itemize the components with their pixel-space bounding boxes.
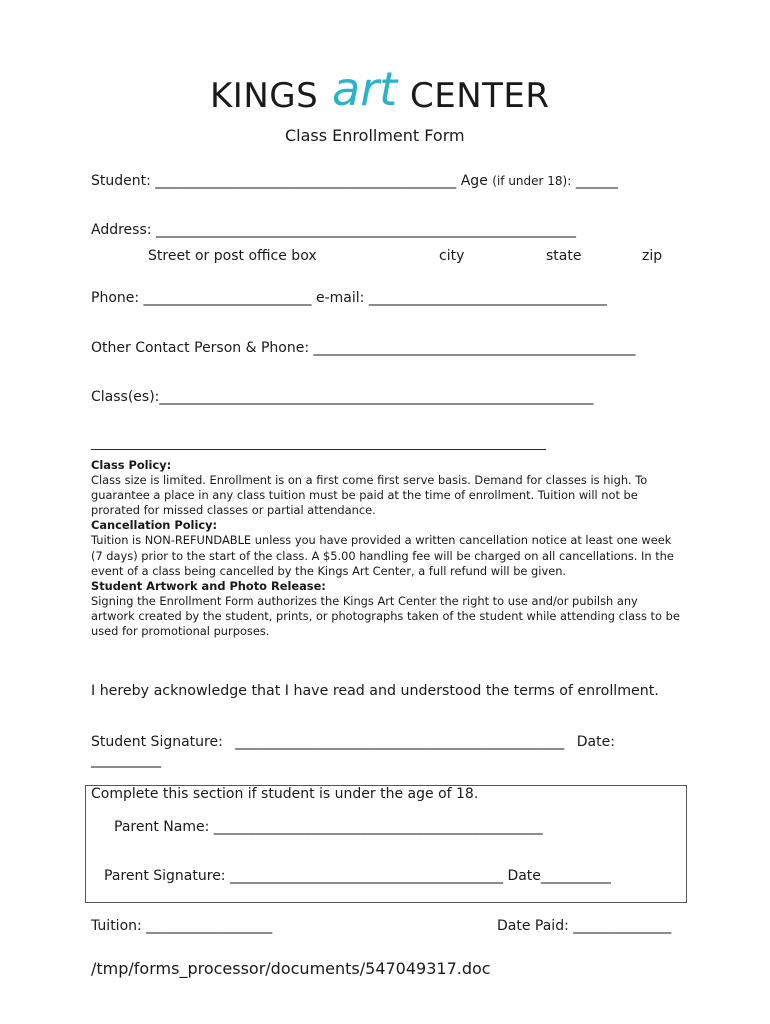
classes-field[interactable]: ______________________________________________________________: [159, 389, 594, 405]
student-signature-field[interactable]: _______________________________________________: [235, 734, 565, 750]
student-signature-label: Student Signature:: [91, 734, 223, 750]
address-sub-zip: zip: [642, 248, 663, 264]
email-field[interactable]: __________________________________: [368, 290, 607, 306]
other-contact-row: [91, 340, 636, 356]
class-policy-text: Class size is limited. Enrollment is on a first come first serve basis. Demand for classes is high. To guarantee a place in any class tuition must be paid at the time of enrollment. Tuition will not be prorated for missed classes or partial attendance.: [91, 473, 648, 518]
date-paid-label: Date Paid:: [497, 918, 569, 934]
cancellation-text-2: (7 days) prior to the start of the class. A $5.00 handling fee will be charged on all cancellations. In the event of a class being cancelled by the Kings Art Center, a full refund will be given.: [91, 548, 674, 578]
parent-signature-row: [104, 868, 611, 884]
address-sub-city: city: [439, 248, 465, 264]
parent-section-heading: Complete this section if student is under the age of 18.: [91, 786, 479, 802]
release-title: Student Artwork and Photo Release:: [91, 578, 326, 593]
other-contact-field[interactable]: ______________________________________________: [313, 340, 636, 356]
address-field[interactable]: ____________________________________________________________: [155, 222, 576, 238]
class-policy-title: Class Policy:: [91, 458, 172, 472]
address-label: Address:: [91, 222, 152, 238]
release-text: Signing the Enrollment Form authorizes the Kings Art Center the right to use and/or pubilsh any artwork created by the student, prints, or photographs taken of the student while attending class to be used for promotional purposes.: [91, 593, 680, 639]
student-date-field[interactable]: __________: [91, 752, 161, 768]
date-paid-field[interactable]: ______________: [573, 918, 672, 934]
classes-row: [91, 389, 593, 405]
logo: [210, 52, 570, 132]
parent-date-label: Date: [507, 868, 541, 884]
parent-name-row: [114, 819, 543, 835]
parent-signature-field[interactable]: _______________________________________: [229, 868, 503, 884]
parent-section-box: [85, 785, 687, 903]
address-row: [91, 222, 576, 238]
tuition-label: Tuition:: [91, 918, 142, 934]
logo-art: art: [332, 62, 398, 116]
address-sub-state: state: [546, 248, 582, 264]
age-label: Age: [460, 173, 488, 189]
address-sub-street: Street or post office box: [148, 248, 317, 264]
logo-kings: KINGS: [210, 76, 319, 116]
student-date-label: Date:: [576, 734, 615, 750]
classes-field-2[interactable]: ______________________________________________________________________: [91, 436, 546, 451]
email-label: e-mail:: [316, 290, 365, 306]
phone-field[interactable]: ________________________: [143, 290, 312, 306]
phone-row: [91, 290, 607, 306]
policy-block: [91, 458, 681, 639]
age-note: (if under 18):: [492, 174, 572, 188]
age-field[interactable]: ______: [575, 173, 618, 189]
student-row: [91, 173, 618, 189]
student-signature-row: [91, 734, 615, 750]
parent-name-label: Parent Name:: [114, 819, 210, 835]
parent-name-field[interactable]: _______________________________________________: [213, 819, 543, 835]
phone-label: Phone:: [91, 290, 140, 306]
form-title: Class Enrollment Form: [285, 126, 465, 145]
other-contact-label: Other Contact Person & Phone:: [91, 340, 310, 356]
tuition-row: [91, 918, 272, 934]
logo-center: CENTER: [410, 76, 550, 116]
date-paid-row: [497, 918, 671, 934]
parent-signature-label: Parent Signature:: [104, 868, 226, 884]
tuition-field[interactable]: __________________: [146, 918, 273, 934]
student-field[interactable]: ___________________________________________: [155, 173, 457, 189]
footer-path: /tmp/forms_processor/documents/547049317.doc: [91, 959, 491, 978]
acknowledge-text: I hereby acknowledge that I have read and understood the terms of enrollment.: [91, 683, 659, 699]
cancellation-title: Cancellation Policy:: [91, 518, 218, 533]
student-label: Student:: [91, 173, 151, 189]
classes-label: Class(es):: [91, 389, 160, 405]
parent-date-field[interactable]: __________: [540, 868, 611, 884]
cancellation-text-1: Tuition is NON-REFUNDABLE unless you have provided a written cancellation notice at least one week: [91, 533, 672, 548]
